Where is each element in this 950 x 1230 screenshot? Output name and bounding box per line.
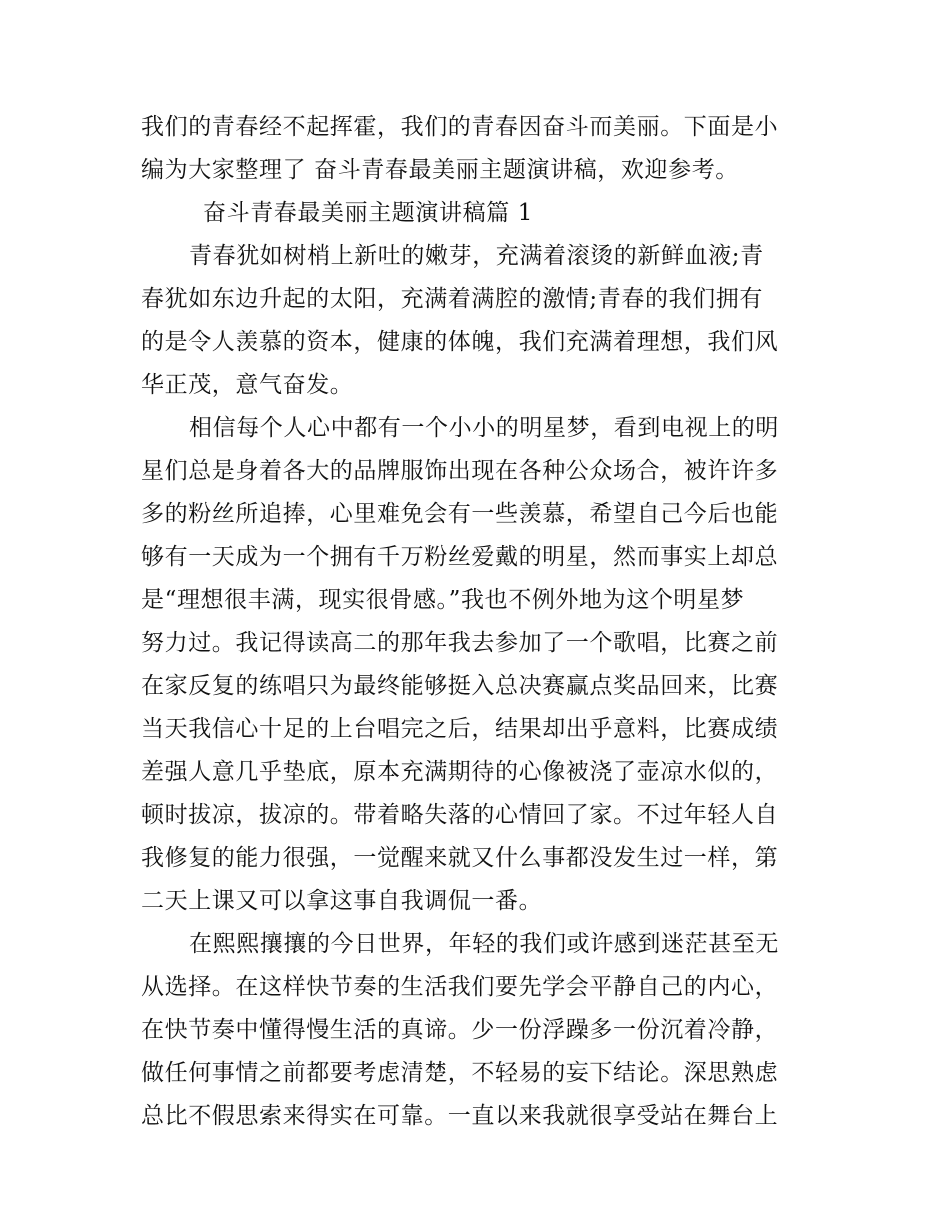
paragraph-line: 做任何事情之前都要考虑清楚，不轻易的妄下结论。深思熟虑 — [141, 1060, 779, 1086]
paragraph-line: 我修复的能力很强，一觉醒来就又什么事都没发生过一样，第 — [141, 845, 779, 871]
intro-line: 我们的青春经不起挥霍，我们的青春因奋斗而美丽。下面是小 — [141, 114, 779, 140]
paragraph-line: 二天上课又可以拿这事自我调侃一番。 — [141, 888, 543, 914]
paragraph-line: 是“理想很丰满，现实很骨感。”我也不例外地为这个明星梦 — [141, 587, 745, 613]
paragraph-line: 努力过。我记得读高二的那年我去参加了一个歌唱，比赛之前 — [141, 630, 779, 656]
intro-line: 编为大家整理了 奋斗青春最美丽主题演讲稿，欢迎参考。 — [141, 157, 739, 183]
paragraph-line: 在家反复的练唱只为最终能够挺入总决赛赢点奖品回来，比赛 — [141, 673, 779, 699]
paragraph-line: 华正茂，意气奋发。 — [141, 372, 354, 398]
paragraph-line: 在快节奏中懂得慢生活的真谛。少一份浮躁多一份沉着冷静， — [141, 1017, 779, 1043]
paragraph-line: 在熙熙攘攘的今日世界，年轻的我们或许感到迷茫甚至无 — [189, 931, 779, 957]
paragraph-line: 从选择。在这样快节奏的生活我们要先学会平静自己的内心， — [141, 974, 779, 1000]
paragraph-line: 总比不假思索来得实在可靠。一直以来我就很享受站在舞台上 — [141, 1103, 779, 1129]
paragraph-line: 当天我信心十足的上台唱完之后，结果却出乎意料，比赛成绩 — [141, 716, 779, 742]
paragraph-line: 春犹如东边升起的太阳，充满着满腔的激情;青春的我们拥有 — [141, 286, 763, 312]
paragraph-line: 够有一天成为一个拥有千万粉丝爱戴的明星，然而事实上却总 — [141, 544, 779, 570]
section-heading: 奋斗青春最美丽主题演讲稿篇 1 — [203, 200, 533, 226]
paragraph-line: 青春犹如树梢上新吐的嫩芽，充满着滚烫的新鲜血液;青 — [189, 243, 764, 269]
paragraph-line: 的是令人羡慕的资本，健康的体魄，我们充满着理想，我们风 — [141, 329, 779, 355]
paragraph-line: 星们总是身着各大的品牌服饰出现在各种公众场合，被许许多 — [141, 458, 779, 484]
paragraph-line: 多的粉丝所追捧，心里难免会有一些羡慕，希望自己今后也能 — [141, 501, 779, 527]
paragraph-line: 相信每个人心中都有一个小小的明星梦，看到电视上的明 — [189, 415, 779, 441]
paragraph-line: 差强人意几乎垫底，原本充满期待的心像被浇了壶凉水似的， — [141, 759, 779, 785]
paragraph-line: 顿时拔凉，拔凉的。带着略失落的心情回了家。不过年轻人自 — [141, 802, 779, 828]
